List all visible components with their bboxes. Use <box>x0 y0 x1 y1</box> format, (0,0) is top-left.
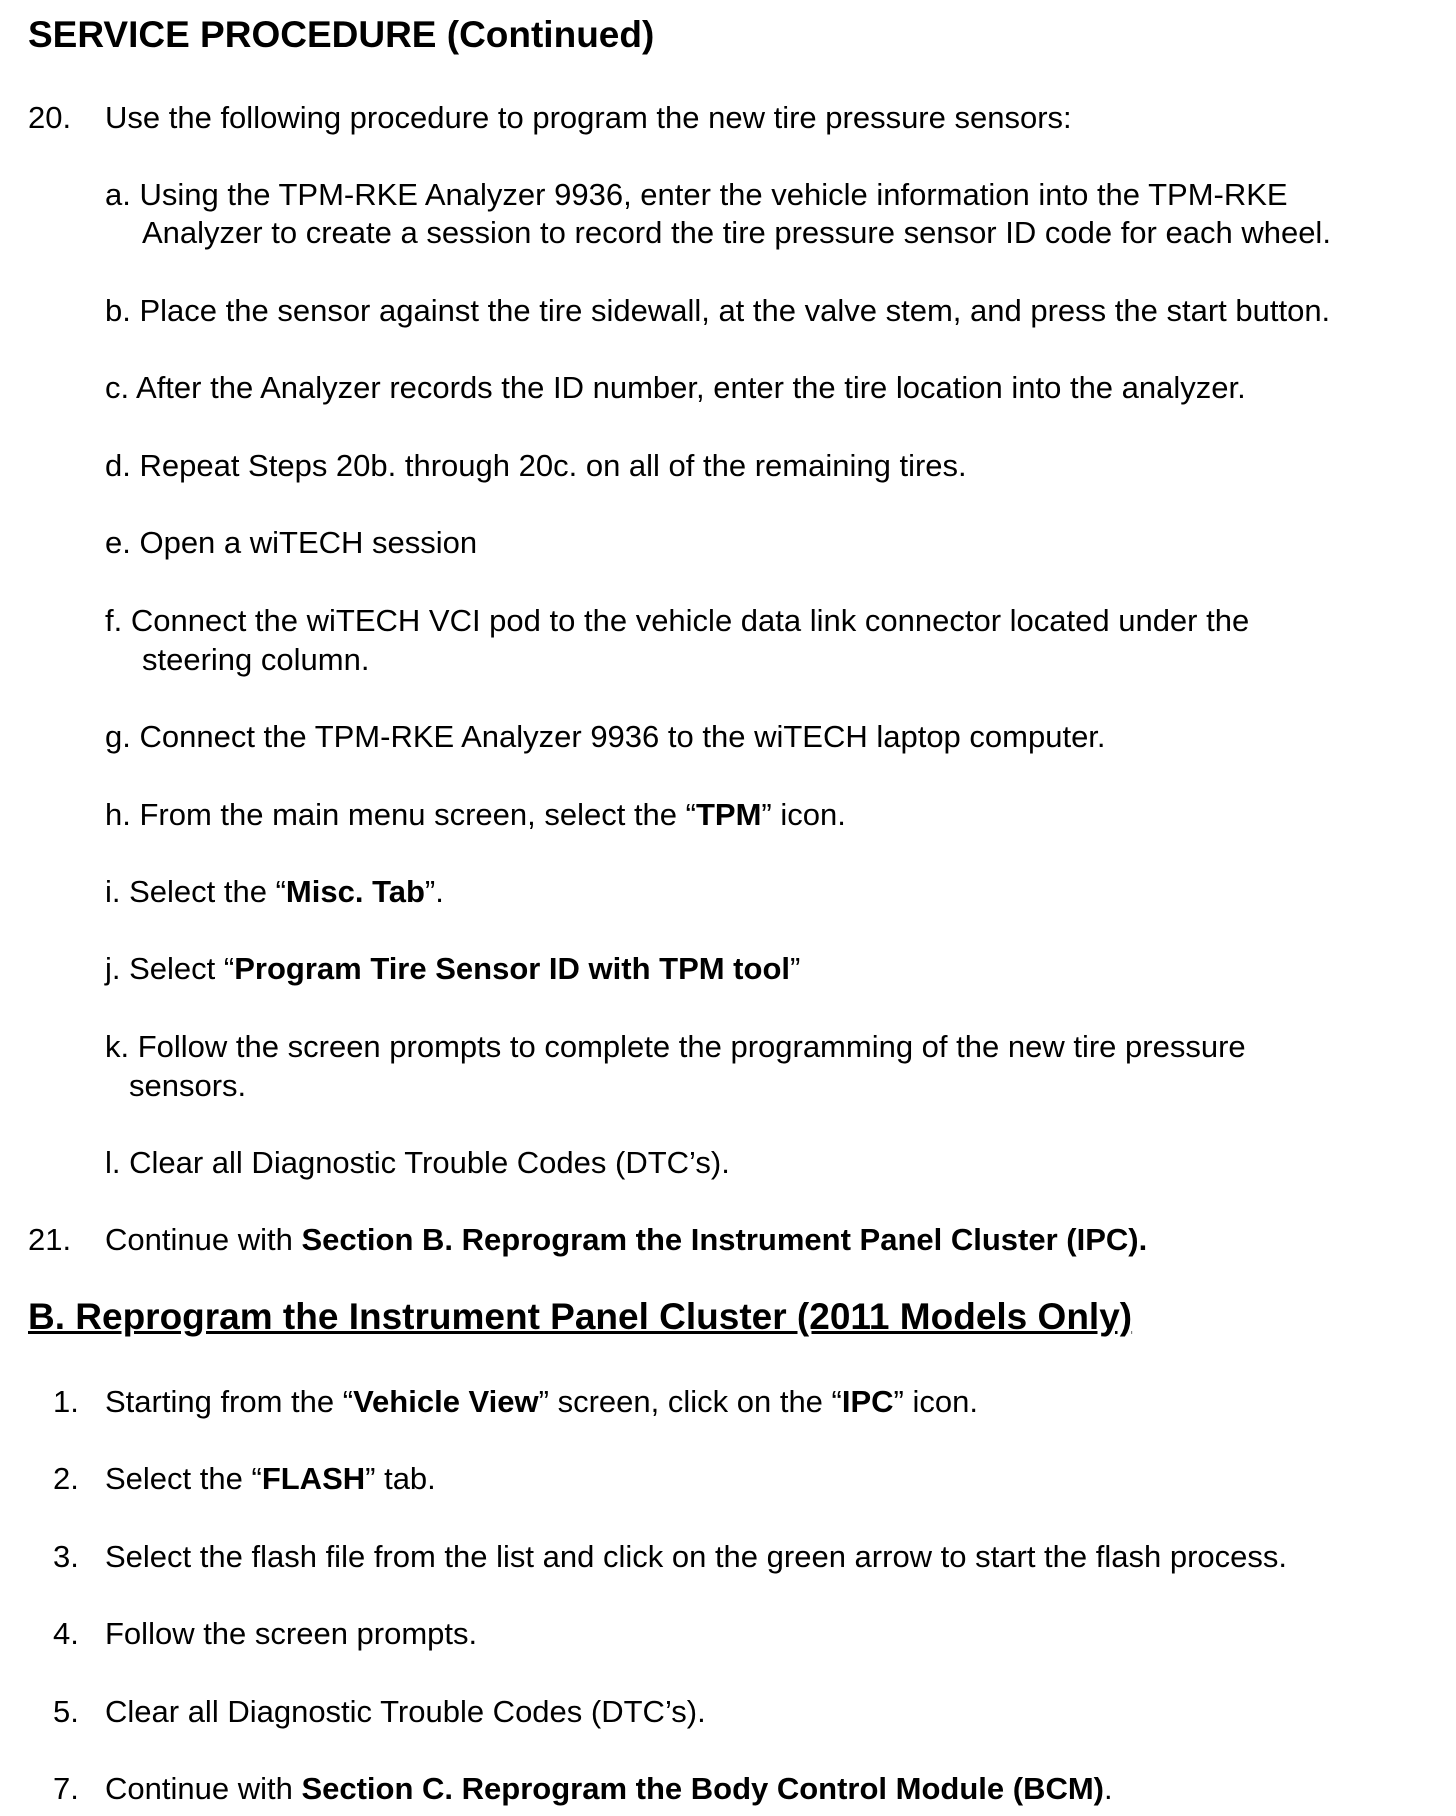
section-b-step-4: Follow the screen prompts. <box>105 1616 478 1651</box>
section-b-step-1 <box>105 1384 978 1420</box>
substep-h <box>105 797 846 833</box>
substep-j <box>105 951 800 987</box>
step-21-pre: Continue with <box>105 1222 302 1257</box>
section-b-step-1-bold1: Vehicle View <box>353 1384 539 1419</box>
step-20-number: 20. <box>28 100 72 135</box>
substep-d: d. Repeat Steps 20b. through 20c. on all of the remaining tires. <box>105 448 967 483</box>
substep-f-line1: f. Connect the wiTECH VCI pod to the vehicle data link connector located under the <box>105 603 1250 638</box>
substep-c: c. After the Analyzer records the ID number, enter the tire location into the analyzer. <box>105 370 1246 405</box>
substep-i-pre: i. Select the “ <box>105 874 286 909</box>
section-b-step-2-bold: FLASH <box>261 1461 366 1496</box>
section-b-step-7 <box>105 1771 1113 1807</box>
section-b-step-1-bold2: IPC <box>841 1384 894 1419</box>
substep-h-post: ” icon. <box>761 797 846 832</box>
substep-k-line1: k. Follow the screen prompts to complete the programming of the new tire pressure <box>105 1029 1246 1064</box>
section-b-step-1-number: 1. <box>53 1384 79 1419</box>
page-title: SERVICE PROCEDURE (Continued) <box>28 14 655 55</box>
substep-h-bold: TPM <box>695 797 762 832</box>
section-b-step-7-post: . <box>1104 1771 1113 1806</box>
step-21-bold: Section B. Reprogram the Instrument Panel Cluster (IPC). <box>301 1222 1148 1257</box>
substep-k-line2: sensors. <box>129 1068 247 1103</box>
substep-j-bold: Program Tire Sensor ID with TPM tool <box>234 951 790 986</box>
step-21-number: 21. <box>28 1222 72 1257</box>
substep-a-line2: Analyzer to create a session to record the tire pressure sensor ID code for each wheel. <box>142 215 1331 250</box>
substep-i-bold: Misc. Tab <box>285 874 425 909</box>
substep-l: l. Clear all Diagnostic Trouble Codes (DTC’s). <box>105 1145 730 1180</box>
substep-i-post: ”. <box>424 874 444 909</box>
substep-e: e. Open a wiTECH session <box>105 525 478 560</box>
section-b-step-1-post: ” icon. <box>893 1384 978 1419</box>
step-20-text: Use the following procedure to program the new tire pressure sensors: <box>105 100 1072 135</box>
substep-f-line2: steering column. <box>142 642 370 677</box>
substep-j-post: ” <box>790 951 801 986</box>
section-b-step-2-post: ” tab. <box>365 1461 436 1496</box>
section-b-step-2-number: 2. <box>53 1461 79 1496</box>
section-b-step-7-bold: Section C. Reprogram the Body Control Module (BCM) <box>301 1771 1105 1806</box>
section-b-step-7-pre: Continue with <box>105 1771 302 1806</box>
substep-h-pre: h. From the main menu screen, select the “ <box>105 797 696 832</box>
section-b-title: B. Reprogram the Instrument Panel Cluster (2011 Models Only) <box>28 1296 1133 1337</box>
section-b-step-2-pre: Select the “ <box>105 1461 262 1496</box>
section-b-step-3-number: 3. <box>53 1539 79 1574</box>
substep-b: b. Place the sensor against the tire sidewall, at the valve stem, and press the start button. <box>105 293 1331 328</box>
section-b-step-5: Clear all Diagnostic Trouble Codes (DTC’s). <box>105 1694 706 1729</box>
section-b-step-4-number: 4. <box>53 1616 79 1651</box>
section-b-step-1-pre: Starting from the “ <box>105 1384 354 1419</box>
step-21-text <box>105 1222 1147 1258</box>
section-b-step-7-number: 7. <box>53 1771 79 1806</box>
substep-i <box>105 874 444 910</box>
substep-j-pre: j. Select “ <box>105 951 235 986</box>
section-b-step-5-number: 5. <box>53 1694 79 1729</box>
section-b-step-2 <box>105 1461 436 1497</box>
section-b-step-3: Select the flash file from the list and click on the green arrow to start the flash process. <box>105 1539 1288 1574</box>
substep-g: g. Connect the TPM-RKE Analyzer 9936 to the wiTECH laptop computer. <box>105 719 1106 754</box>
substep-a-line1: a. Using the TPM-RKE Analyzer 9936, enter the vehicle information into the TPM-RKE <box>105 177 1288 212</box>
section-b-step-1-mid: ” screen, click on the “ <box>538 1384 842 1419</box>
